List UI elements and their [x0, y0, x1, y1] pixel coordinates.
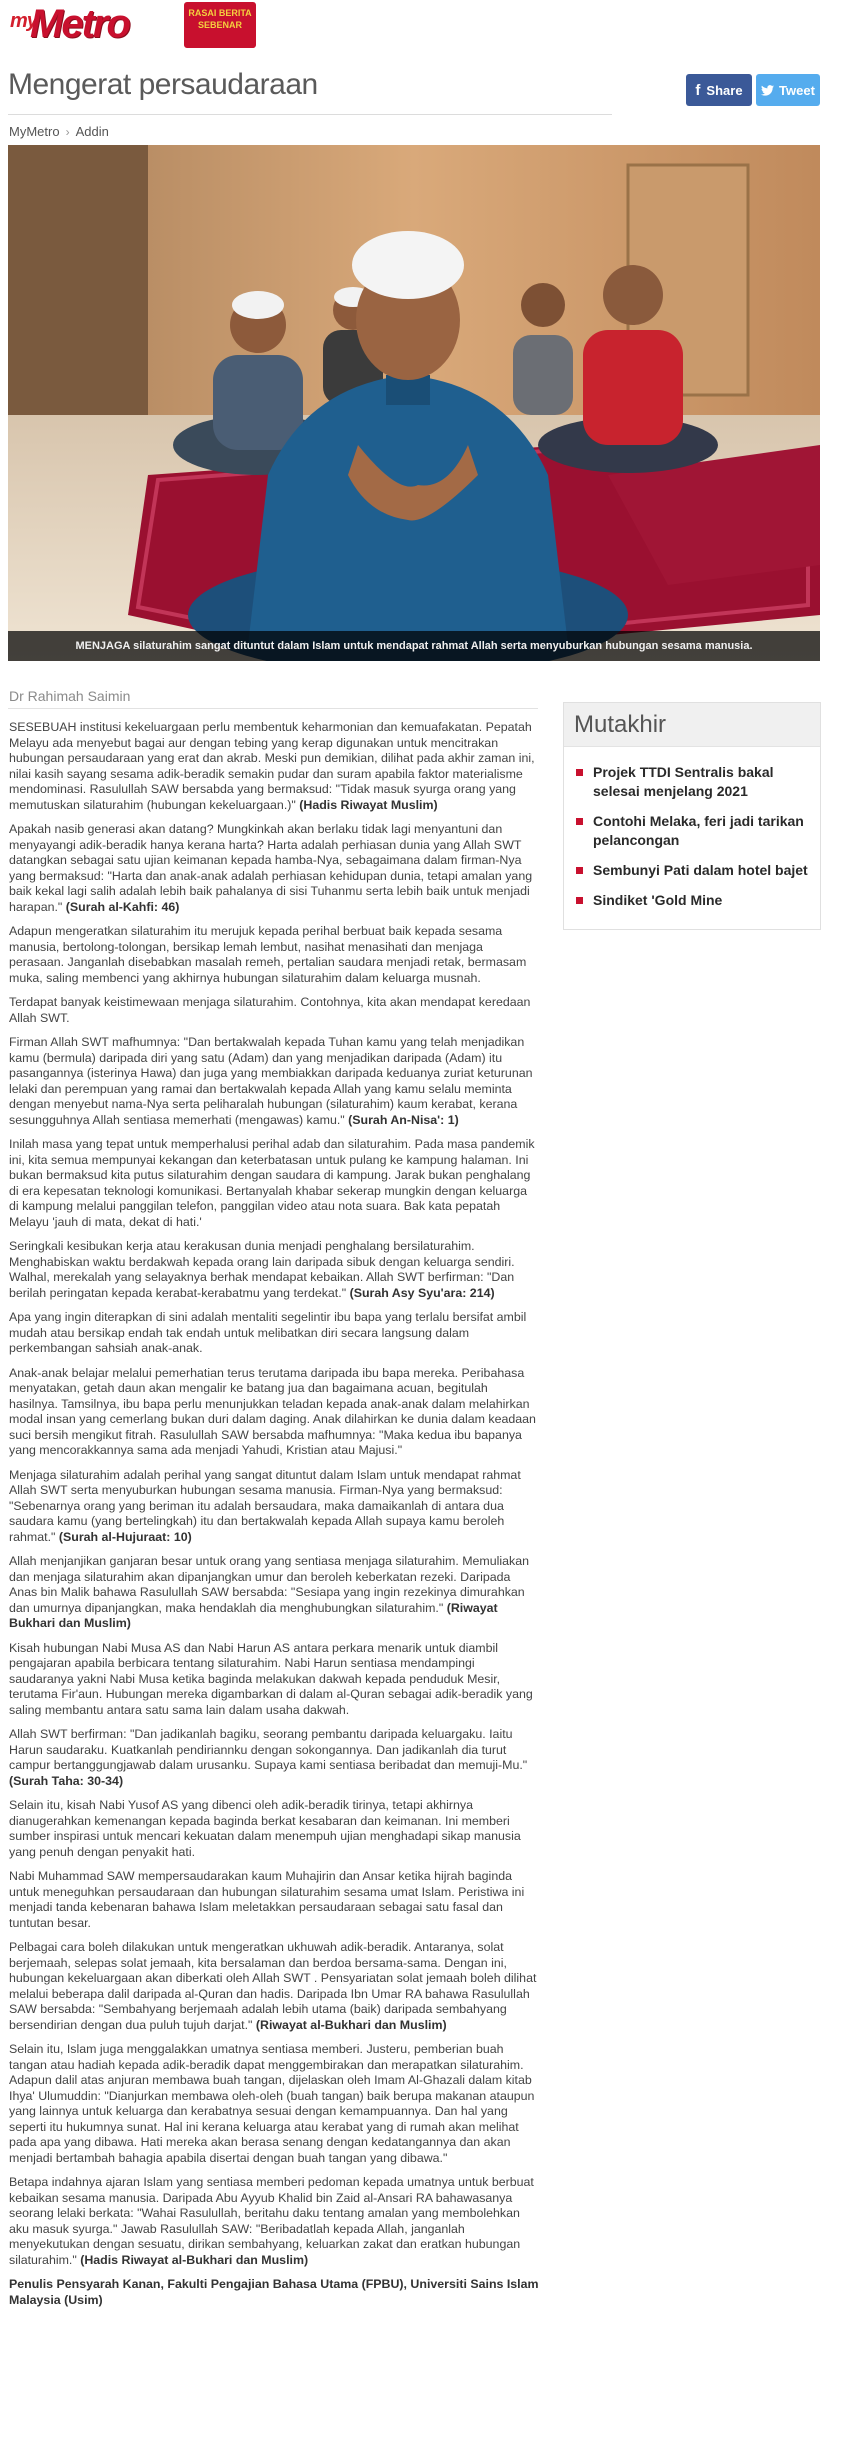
facebook-share-button[interactable]: [686, 74, 752, 106]
article-body: [9, 720, 539, 2317]
article-paragraph: [9, 1940, 539, 2033]
breadcrumb-addin[interactable]: Addin: [75, 124, 109, 139]
paragraph-text: Pelbagai cara boleh dilakukan untuk mengeratkan ukhuwah adik-beradik. Antaranya, solat berjemaah, selepas solat jemaah, kita bersalaman dan berdoa bersama-sama. Dengan ini, hubungan kekeluargaan akan diberkati oleh Allah SWT . Pensyariatan solat jemaah boleh dilihat melalui beberapa dalil daripada al-Quran dan hadis. Daripada Ibn Umar RA bahawa Rasulullah SAW bersabda: "Sembahyang berjemaah adalah lebih utama (baik) daripada sembahyang bersendirian dengan dua puluh tujuh darjat.": [9, 1940, 537, 2032]
paragraph-citation: (Hadis Riwayat al-Bukhari dan Muslim): [80, 2252, 309, 2267]
metro-logo[interactable]: [8, 2, 252, 48]
sidebar-heading: Mutakhir: [564, 703, 820, 747]
page-title: Mengerat persaudaraan: [8, 68, 318, 101]
paragraph-citation: (Hadis Riwayat Muslim): [299, 797, 438, 812]
share-label: Share: [706, 82, 743, 98]
sidebar-item-link[interactable]: [576, 812, 810, 850]
paragraph-text: Anak-anak belajar melalui pemerhatian terus terutama daripada ibu bapa mereka. Peribahasa menyatakan, getah daun akan mengalir ke batang jua dan bagaimana acuan, begitulah hasilnya. Tamsilnya, ibu bapa perlu menunjukkan teladan kepada anak-anak dalam melahirkan modal insan yang cemerlang bukan duri dalam daging. Anak dilahirkan ke dunia dalam keadaan suci bersih mengikut fitrah. Rasulullah SAW bersabda mafhumnya: "Maka kedua ibu bapanya yang mencorakkannya sama ada menjadi Yahudi, Kristian atau Majusi.": [9, 1365, 536, 1457]
paragraph-text: Firman Allah SWT mafhumnya: "Dan bertakwalah kepada Tuhan kamu yang telah menjadikan kamu (bermula) daripada diri yang satu (Adam) dan yang menjadikan daripada (Adam) itu pasangannya (isterinya Hawa) dan juga yang membiakkan daripada keduanya zuriat keturunan lelaki dan perempuan yang ramai dan bertakwalah kepada Allah yang kamu selalu meminta dengan menyebut nama-Nya serta peliharalah hubungan (silaturahim) kaum kerabat, kerana sesungguhnya Allah sentiasa memerhati (mengawas) kamu.": [9, 1035, 533, 1127]
article-paragraph: [9, 1798, 539, 1860]
article-paragraph: [9, 822, 539, 915]
article-paragraph: [9, 1554, 539, 1632]
paragraph-citation: Penulis Pensyarah Kanan, Fakulti Pengajian Bahasa Utama (FPBU), Universiti Sains Islam Malaysia (Usim): [9, 2277, 539, 2307]
article-paragraph: [9, 2042, 539, 2166]
paragraph-citation: (Surah An-Nisa': 1): [348, 1112, 459, 1127]
paragraph-text: Allah menjanjikan ganjaran besar untuk orang yang sentiasa menjaga silaturahim. Memuliakan dan menjaga silaturahim akan dipanjangkan umur dan beroleh keberkatan rezeki. Daripada Anas bin Malik bahawa Rasulullah SAW bersabda: "Sesiapa yang ingin rezekinya dimurahkan dan umurnya dipanjangkan, maka hendaklah dia menghubungkan silaturahim.": [9, 1554, 530, 1615]
paragraph-text: Menjaga silaturahim adalah perihal yang sangat dituntut dalam Islam untuk mendapat rahmat Allah SWT serta menyuburkan hubungan sesama manusia. Firman-Nya yang bermaksud: "Sebenarnya orang yang beriman itu adalah bersaudara, maka damaikanlah di antara dua saudara kamu (yang bertelingkah) itu dan bertakwalah kepada Allah supaya kamu beroleh rahmat.": [9, 1467, 521, 1544]
paragraph-text: Seringkali kesibukan kerja atau kerakusan dunia menjadi penghalang bersilaturahim. Menghabiskan waktu berdakwah kepada orang lain daripada sibuk dengan keluarga sendiri. Walhal, merekalah yang selayaknya berhak mendapat kebaikan. Allah SWT berfirman: "Dan berilah peringatan kepada kerabat-kerabatmu yang terdekat.": [9, 1239, 515, 1300]
paragraph-text: Allah SWT berfirman: "Dan jadikanlah bagiku, seorang pembantu daripada keluargaku. Iaitu Harun saudaraku. Kuatkanlah pendiriannku dengan sokongannya. Dan jadikanlah dia turut campur bertanggungjawab dalam urusanku. Supaya kami sentiasa beribadat dan memuji-Mu.": [9, 1727, 528, 1772]
tweet-label: Tweet: [779, 82, 815, 98]
paragraph-text: Selain itu, kisah Nabi Yusof AS yang dibenci oleh adik-beradik tirinya, tetapi akhirnya dianugerahkan kemenangan kepada baginda berkat kesabaran dan keimanan. Ini memberi sumber inspirasi untuk mencari kekuatan dalam menempuh ujian menghadapi sikap manusia yang penuh dengan penyakit hati.: [9, 1798, 521, 1859]
chevron-right-icon: ›: [65, 124, 70, 139]
paragraph-text: Terdapat banyak keistimewaan menjaga silaturahim. Contohnya, kita akan mendapat keredaan Allah SWT.: [9, 995, 531, 1025]
sidebar-item-label: Sindiket 'Gold Mine: [593, 892, 723, 908]
paragraph-citation: (Surah Asy Syu'ara: 214): [349, 1285, 495, 1300]
paragraph-text: Selain itu, Islam juga menggalakkan umatnya sentiasa memberi. Justeru, pemberian buah tangan atau hadiah kepada adik-beradik dapat menggembirakan dan merapatkan silaturahim. Adapun dalil atas anjuran membawa buah tangan, dijelaskan oleh Imam Al-Ghazali dalam kitab Ihya' Ulumuddin: "Dianjurkan membawa oleh-oleh (buah tangan) baik berupa makanan ataupun yang lainnya untuk keluarga dan kerabatnya sesuai dengan kemampuannya. Dan hal yang seperti itu hukumnya sunat. Hal ini kerana keluarga atau kerabat yang di rumah akan melihat pada apa yang dibawa. Hati mereka akan berasa senang dengan kedatangannya dan akan menjadi bertambah bahagia apabila disertai dengan buah tangan yang dibawa.": [9, 2042, 535, 2165]
article-paragraph: [9, 1869, 539, 1931]
article-paragraph: [9, 2277, 539, 2308]
article-paragraph: [9, 1137, 539, 1230]
hero-image: [8, 145, 820, 661]
article-paragraph: [9, 1035, 539, 1128]
twitter-icon: [761, 85, 774, 96]
sidebar-item-link[interactable]: [576, 763, 810, 801]
paragraph-text: Kisah hubungan Nabi Musa AS dan Nabi Harun AS antara perkara menarik untuk diambil pengajaran apabila berbicara tentang silaturahim. Nabi Harun sentiasa mendampingi saudaranya yakni Nabi Musa ketika baginda melakukan dakwah kepada penduduk Mesir, terutama Fir'aun. Hubungan mereka digambarkan di dalam al-Quran sebagai adik-beradik yang saling membantu antara satu sama lain dalam usaha dakwah.: [9, 1640, 533, 1717]
sidebar-item-link[interactable]: [576, 891, 810, 910]
sidebar-item-label: Contohi Melaka, feri jadi tarikan pelancongan: [593, 813, 804, 848]
paragraph-citation: (Surah Taha: 30-34): [9, 1773, 124, 1788]
paragraph-citation: (Riwayat Bukhari dan Muslim): [9, 1600, 498, 1630]
article-paragraph: [9, 1641, 539, 1719]
title-divider: [8, 114, 612, 115]
paragraph-text: Apakah nasib generasi akan datang? Mungkinkah akan berlaku tidak lagi menyantuni dan menyayangi adik-beradik hanya kerana harta? Harta adalah perhiasan dunia yang Allah SWT datangkan sebagai satu ujian keimanan kepada hamba-Nya, sebagaimana dalam firman-Nya yang bermaksud: "Harta dan anak-anak adalah perhiasan kehidupan dunia, tetapi amalan yang baik kekal lagi salih adalah lebih baik pahalanya di sisi Tuhanmu serta lebih baik untuk menjadi harapan.": [9, 822, 533, 914]
facebook-icon: f: [695, 81, 701, 99]
article-author: Dr Rahimah Saimin: [9, 688, 131, 704]
breadcrumb: [9, 124, 109, 139]
article-paragraph: [9, 1727, 539, 1789]
twitter-tweet-button[interactable]: [756, 74, 820, 106]
mutakhir-sidebar: [563, 702, 821, 930]
article-paragraph: [9, 1310, 539, 1357]
logo-my: my: [10, 10, 37, 32]
logo-badge: RASAI BERITA SEBENAR: [184, 2, 256, 48]
article-paragraph: [9, 720, 539, 813]
sidebar-item-label: Sembunyi Pati dalam hotel bajet: [593, 862, 808, 878]
sidebar-item-label: Projek TTDI Sentralis bakal selesai menjelang 2021: [593, 764, 774, 799]
logo-metro: Metro: [30, 2, 129, 46]
article-paragraph: [9, 1239, 539, 1301]
bullet-icon: [576, 897, 583, 904]
paragraph-citation: (Surah al-Kahfi: 46): [65, 899, 180, 914]
paragraph-text: Betapa indahnya ajaran Islam yang sentiasa memberi pedoman kepada umatnya untuk berbuat kebaikan sesama manusia. Daripada Abu Ayyub Khalid bin Zaid al-Ansari RA bahawasanya seorang lelaki berkata: "Wahai Rasulullah, beritahu daku tentang amalan yang membolehkan aku masuk syurga." Jawab Rasulullah SAW: "Beribadatlah kepada Allah, janganlah menyekutukan dengan sesuatu, dirikan sembahyang, keluarkan zakat dan eratkan hubungan silaturahim.": [9, 2175, 534, 2267]
bullet-icon: [576, 867, 583, 874]
author-divider: [8, 708, 538, 709]
paragraph-text: Nabi Muhammad SAW mempersaudarakan kaum Muhajirin dan Ansar ketika hijrah baginda untuk meneguhkan persaudaraan dan hubungan silaturahim sesama umat Islam. Peristiwa ini menjadi tanda kebenaran bahawa Islam meletakkan persaudaraan sebagai satu fasal dan tuntutan besar.: [9, 1869, 525, 1930]
bullet-icon: [576, 818, 583, 825]
article-paragraph: [9, 2175, 539, 2268]
breadcrumb-mymetro[interactable]: MyMetro: [9, 124, 60, 139]
paragraph-citation: (Riwayat al-Bukhari dan Muslim): [255, 2017, 447, 2032]
paragraph-text: Adapun mengeratkan silaturahim itu merujuk kepada perihal berbuat baik kepada sesama manusia, bertolong-tolongan, bersikap lemah lembut, nasihat menasihati dan menjaga perasaan. Janganlah disebabkan masalah remeh, pertalian saudara menjadi retak, bermasam muka, saling membenci yang akhirnya hubungan silaturahim dalam keluarga musnah.: [9, 924, 527, 985]
paragraph-text: Apa yang ingin diterapkan di sini adalah mentaliti segelintir ibu bapa yang terlalu bersifat ambil mudah atau bersikap endah tak endah untuk melibatkan diri secara langsung dalam perkembangan sahsiah anak-anak.: [9, 1310, 527, 1355]
article-paragraph: [9, 1366, 539, 1459]
hero-caption: MENJAGA silaturahim sangat dituntut dalam Islam untuk mendapat rahmat Allah serta menyuburkan hubungan sesama manusia.: [8, 631, 820, 661]
sidebar-item-link[interactable]: [576, 861, 810, 880]
praying-men-illustration: [8, 145, 820, 661]
article-paragraph: [9, 995, 539, 1026]
paragraph-citation: (Surah al-Hujuraat: 10): [58, 1529, 192, 1544]
paragraph-text: Inilah masa yang tepat untuk memperhalusi perihal adab dan silaturahim. Pada masa pandemik ini, kita semua mempunyai kekangan dan keterbatasan untuk pulang ke kampung halaman. Ini bukan bermaksud kita putus silaturahim dengan saudara di kampung. Jarak bukan penghalang di era kepesatan teknologi komunikasi. Bertanyalah khabar sekerap mungkin dengan keluarga di kampung melalui panggilan telefon, panggilan video atau nota suara. Bak kata pepatah Melayu 'jauh di mata, dekat di hati.': [9, 1137, 535, 1229]
article-paragraph: [9, 1468, 539, 1546]
paragraph-text: SESEBUAH institusi kekeluargaan perlu membentuk keharmonian dan kemuafakatan. Pepatah Melayu ada menyebut bagai aur dengan tebing yang kerap digunakan untuk mencitrakan hubungan persaudaraan yang erat dan akrab. Meski pun demikian, dilihat pada akhir zaman ini, nilai kasih sayang sesama adik-beradik semakin pudar dan suram apabila faktor materialisme mendominasi. Rasulullah SAW bersabda yang bermaksud: "Tidak masuk syurga orang yang memutuskan silaturahim (hubungan kekeluargaan.)": [9, 720, 535, 812]
bullet-icon: [576, 769, 583, 776]
article-paragraph: [9, 924, 539, 986]
